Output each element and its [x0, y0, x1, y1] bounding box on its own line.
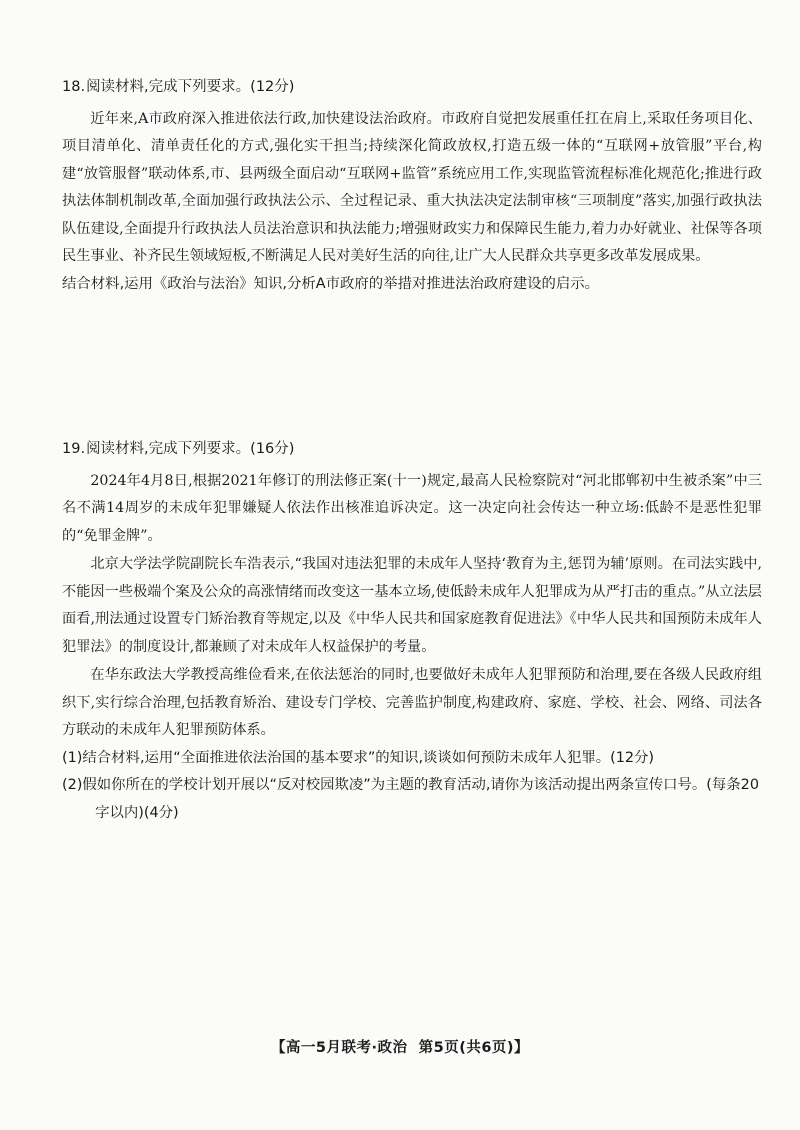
- question-19-sub-1: (1)结合材料,运用“全面推进依法治国的基本要求”的知识,谈谈如何预防未成年人犯罪。(12分): [62, 749, 655, 766]
- question-19-header: [62, 436, 762, 464]
- question-19-sub-2: (2)假如你所在的学校计划开展以“反对校园欺凌”为主题的教育活动,请你为该活动提出两条宣传口号。(每条20字以内)(4分): [62, 777, 759, 821]
- question-19-instruction: 阅读材料,完成下列要求。(16分): [86, 441, 295, 457]
- question-19-number: 19.: [62, 441, 86, 457]
- page-footer-text: 【高一5月联考·政治 第5页(共6页)】: [270, 1040, 530, 1056]
- question-19-material-1: 2024年4月8日,根据2021年修订的刑法修正案(十一)规定,最高人民检察院对“河北邯郸初中生被杀案”中三名不满14周岁的未成年犯罪嫌疑人依法作出核准追诉决定。这一决定向社会传达一种立场:低龄不是恶性犯罪的“免罪金牌”。: [62, 472, 762, 544]
- question-19: [62, 436, 762, 827]
- question-19-material-2: 北京大学法学院副院长车浩表示,“我国对违法犯罪的未成年人坚持‘教育为主,惩罚为辅’原则。在司法实践中,不能因一些极端个案及公众的高涨情绪而改变这一基本立场,使低龄未成年人犯罪成为从严打击的重点。”从立法层面看,刑法通过设置专门矫治教育等规定,以及《中华人民共和国家庭教育促进法》《中华人民共和国预防未成年人犯罪法》的制度设计,都兼顾了对未成年人权益保护的考量。: [62, 556, 762, 655]
- page-footer: [0, 1036, 800, 1057]
- question-18-task: 结合材料,运用《政治与法治》知识,分析A市政府的举措对推进法治政府建设的启示。: [62, 275, 600, 292]
- question-18: [62, 74, 762, 298]
- question-18-header: [62, 74, 762, 102]
- question-18-instruction: 阅读材料,完成下列要求。(12分): [86, 79, 295, 95]
- question-19-material-3: 在华东政法大学教授高维俭看来,在依法惩治的同时,也要做好未成年人犯罪预防和治理,要在各级人民政府组织下,实行综合治理,包括教育矫治、建设专门学校、完善监护制度,构建政府、家庭、学校、社会、网络、司法各方联动的未成年人犯罪预防体系。: [62, 667, 762, 738]
- question-18-material: 近年来,A市政府深入推进依法行政,加快建设法治政府。市政府自觉把发展重任扛在肩上,采取任务项目化、项目清单化、清单责任化的方式,强化实干担当;持续深化简政放权,打造五级一体的“互联网+放管服”平台,构建“放管服督”联动体系,市、县两级全面启动“互联网+监管”系统应用工作,实现监管流程标准化规范化;推进行政执法体制机制改革,全面加强行政执法公示、全过程记录、重大执法决定法制审核“三项制度”落实,加强行政执法队伍建设,全面提升行政执法人员法治意识和执法能力;增强财政实力和保障民生能力,着力办好就业、社保等各项民生事业、补齐民生领域短板,不断满足人民对美好生活的向往,让广大人民群众共享更多改革发展成果。: [62, 110, 762, 264]
- question-18-number: 18.: [62, 79, 86, 95]
